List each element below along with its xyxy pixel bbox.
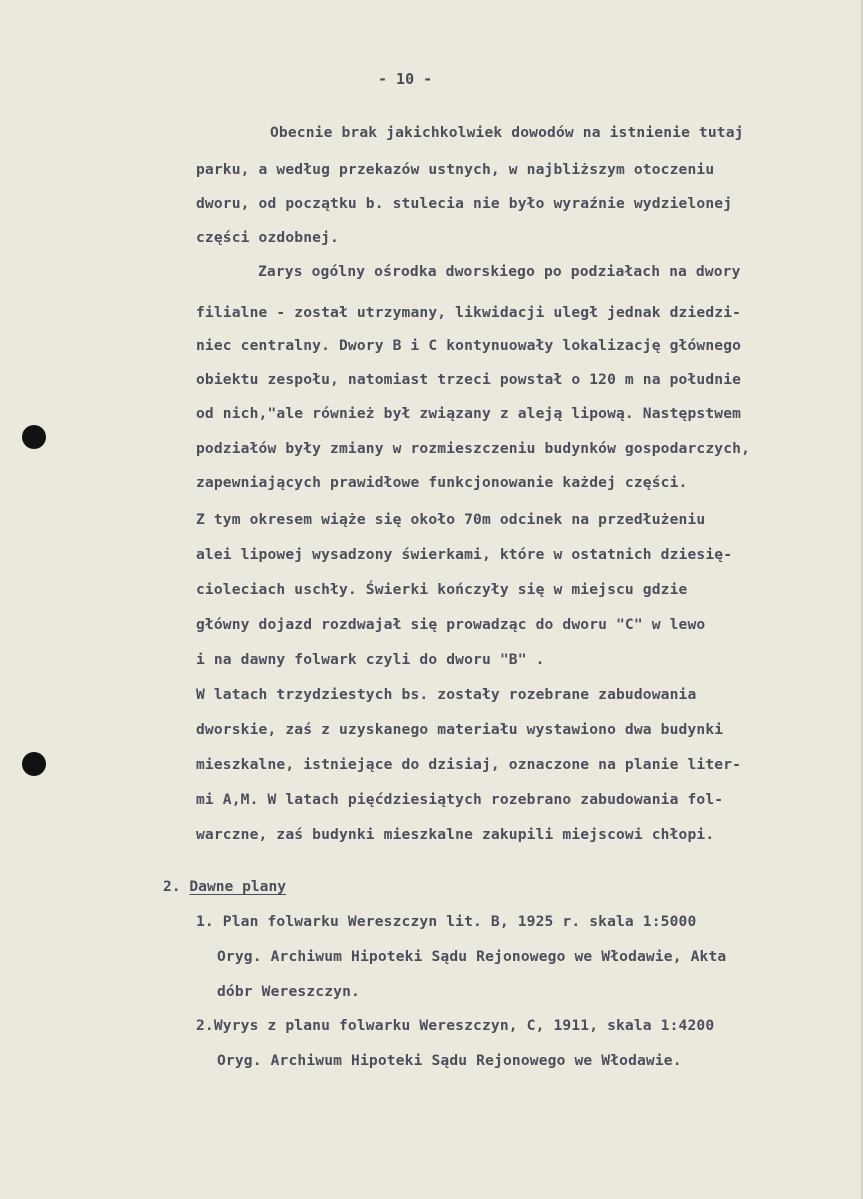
plan-entry-line: Oryg. Archiwum Hipoteki Sądu Rejonowego we Włodawie, Akta (217, 948, 727, 965)
text-line: cioleciach uschły. Świerki kończyły się w miejscu gdzie (196, 581, 688, 598)
text-line: główny dojazd rozdwajał się prowadząc do dworu "C" w lewo (196, 616, 706, 633)
plan-entry-line: dóbr Wereszczyn. (217, 983, 360, 1000)
plan-entry-line: 2.Wyrys z planu folwarku Wereszczyn, C, 1911, skala 1:4200 (196, 1017, 715, 1034)
plan-entry-line: Oryg. Archiwum Hipoteki Sądu Rejonowego we Włodawie. (217, 1052, 682, 1069)
section-heading (163, 878, 286, 895)
text-line: obiektu zespołu, natomiast trzeci powstał o 120 m na południe (196, 371, 742, 388)
text-line: mi A,M. W latach pięćdziesiątych rozebrano zabudowania fol- (196, 791, 724, 808)
punch-hole (22, 425, 46, 449)
section-title: Dawne plany (189, 878, 287, 895)
text-line: mieszkalne, istniejące do dzisiaj, oznaczone na planie liter- (196, 756, 742, 773)
text-line: zapewniających prawidłowe funkcjonowanie każdej części. (196, 474, 688, 491)
text-line: parku, a według przekazów ustnych, w najbliższym otoczeniu (196, 161, 715, 178)
text-line: Zarys ogólny ośrodka dworskiego po podziałach na dwory (258, 263, 741, 280)
text-line: części ozdobnej. (196, 229, 339, 246)
plan-entry-line: 1. Plan folwarku Wereszczyn lit. B, 1925 r. skala 1:5000 (196, 913, 697, 930)
text-line: alei lipowej wysadzony świerkami, które w ostatnich dziesię- (196, 546, 733, 563)
text-line: od nich,"ale również był związany z aleją lipową. Następstwem (196, 405, 742, 422)
text-line: Obecnie brak jakichkolwiek dowodów na istnienie tutaj (270, 124, 744, 141)
text-line: podziałów były zmiany w rozmieszczeniu budynków gospodarczych, (196, 440, 751, 457)
text-line: i na dawny folwark czyli do dworu "B" . (196, 651, 545, 668)
text-line: W latach trzydziestych bs. zostały rozebrane zabudowania (196, 686, 697, 703)
text-line: dworu, od początku b. stulecia nie było wyraźnie wydzielonej (196, 195, 733, 212)
text-line: Z tym okresem wiąże się około 70m odcinek na przedłużeniu (196, 511, 706, 528)
punch-hole (22, 752, 46, 776)
page-number: - 10 - (378, 70, 433, 88)
text-line: dworskie, zaś z uzyskanego materiału wystawiono dwa budynki (196, 721, 724, 738)
text-line: filialne - został utrzymany, likwidacji uległ jednak dziedzi- (196, 304, 742, 321)
text-line: niec centralny. Dwory B i C kontynuowały lokalizację głównego (196, 337, 742, 354)
section-number: 2. (163, 878, 181, 895)
text-line: warczne, zaś budynki mieszkalne zakupili miejscowi chłopi. (196, 826, 715, 843)
